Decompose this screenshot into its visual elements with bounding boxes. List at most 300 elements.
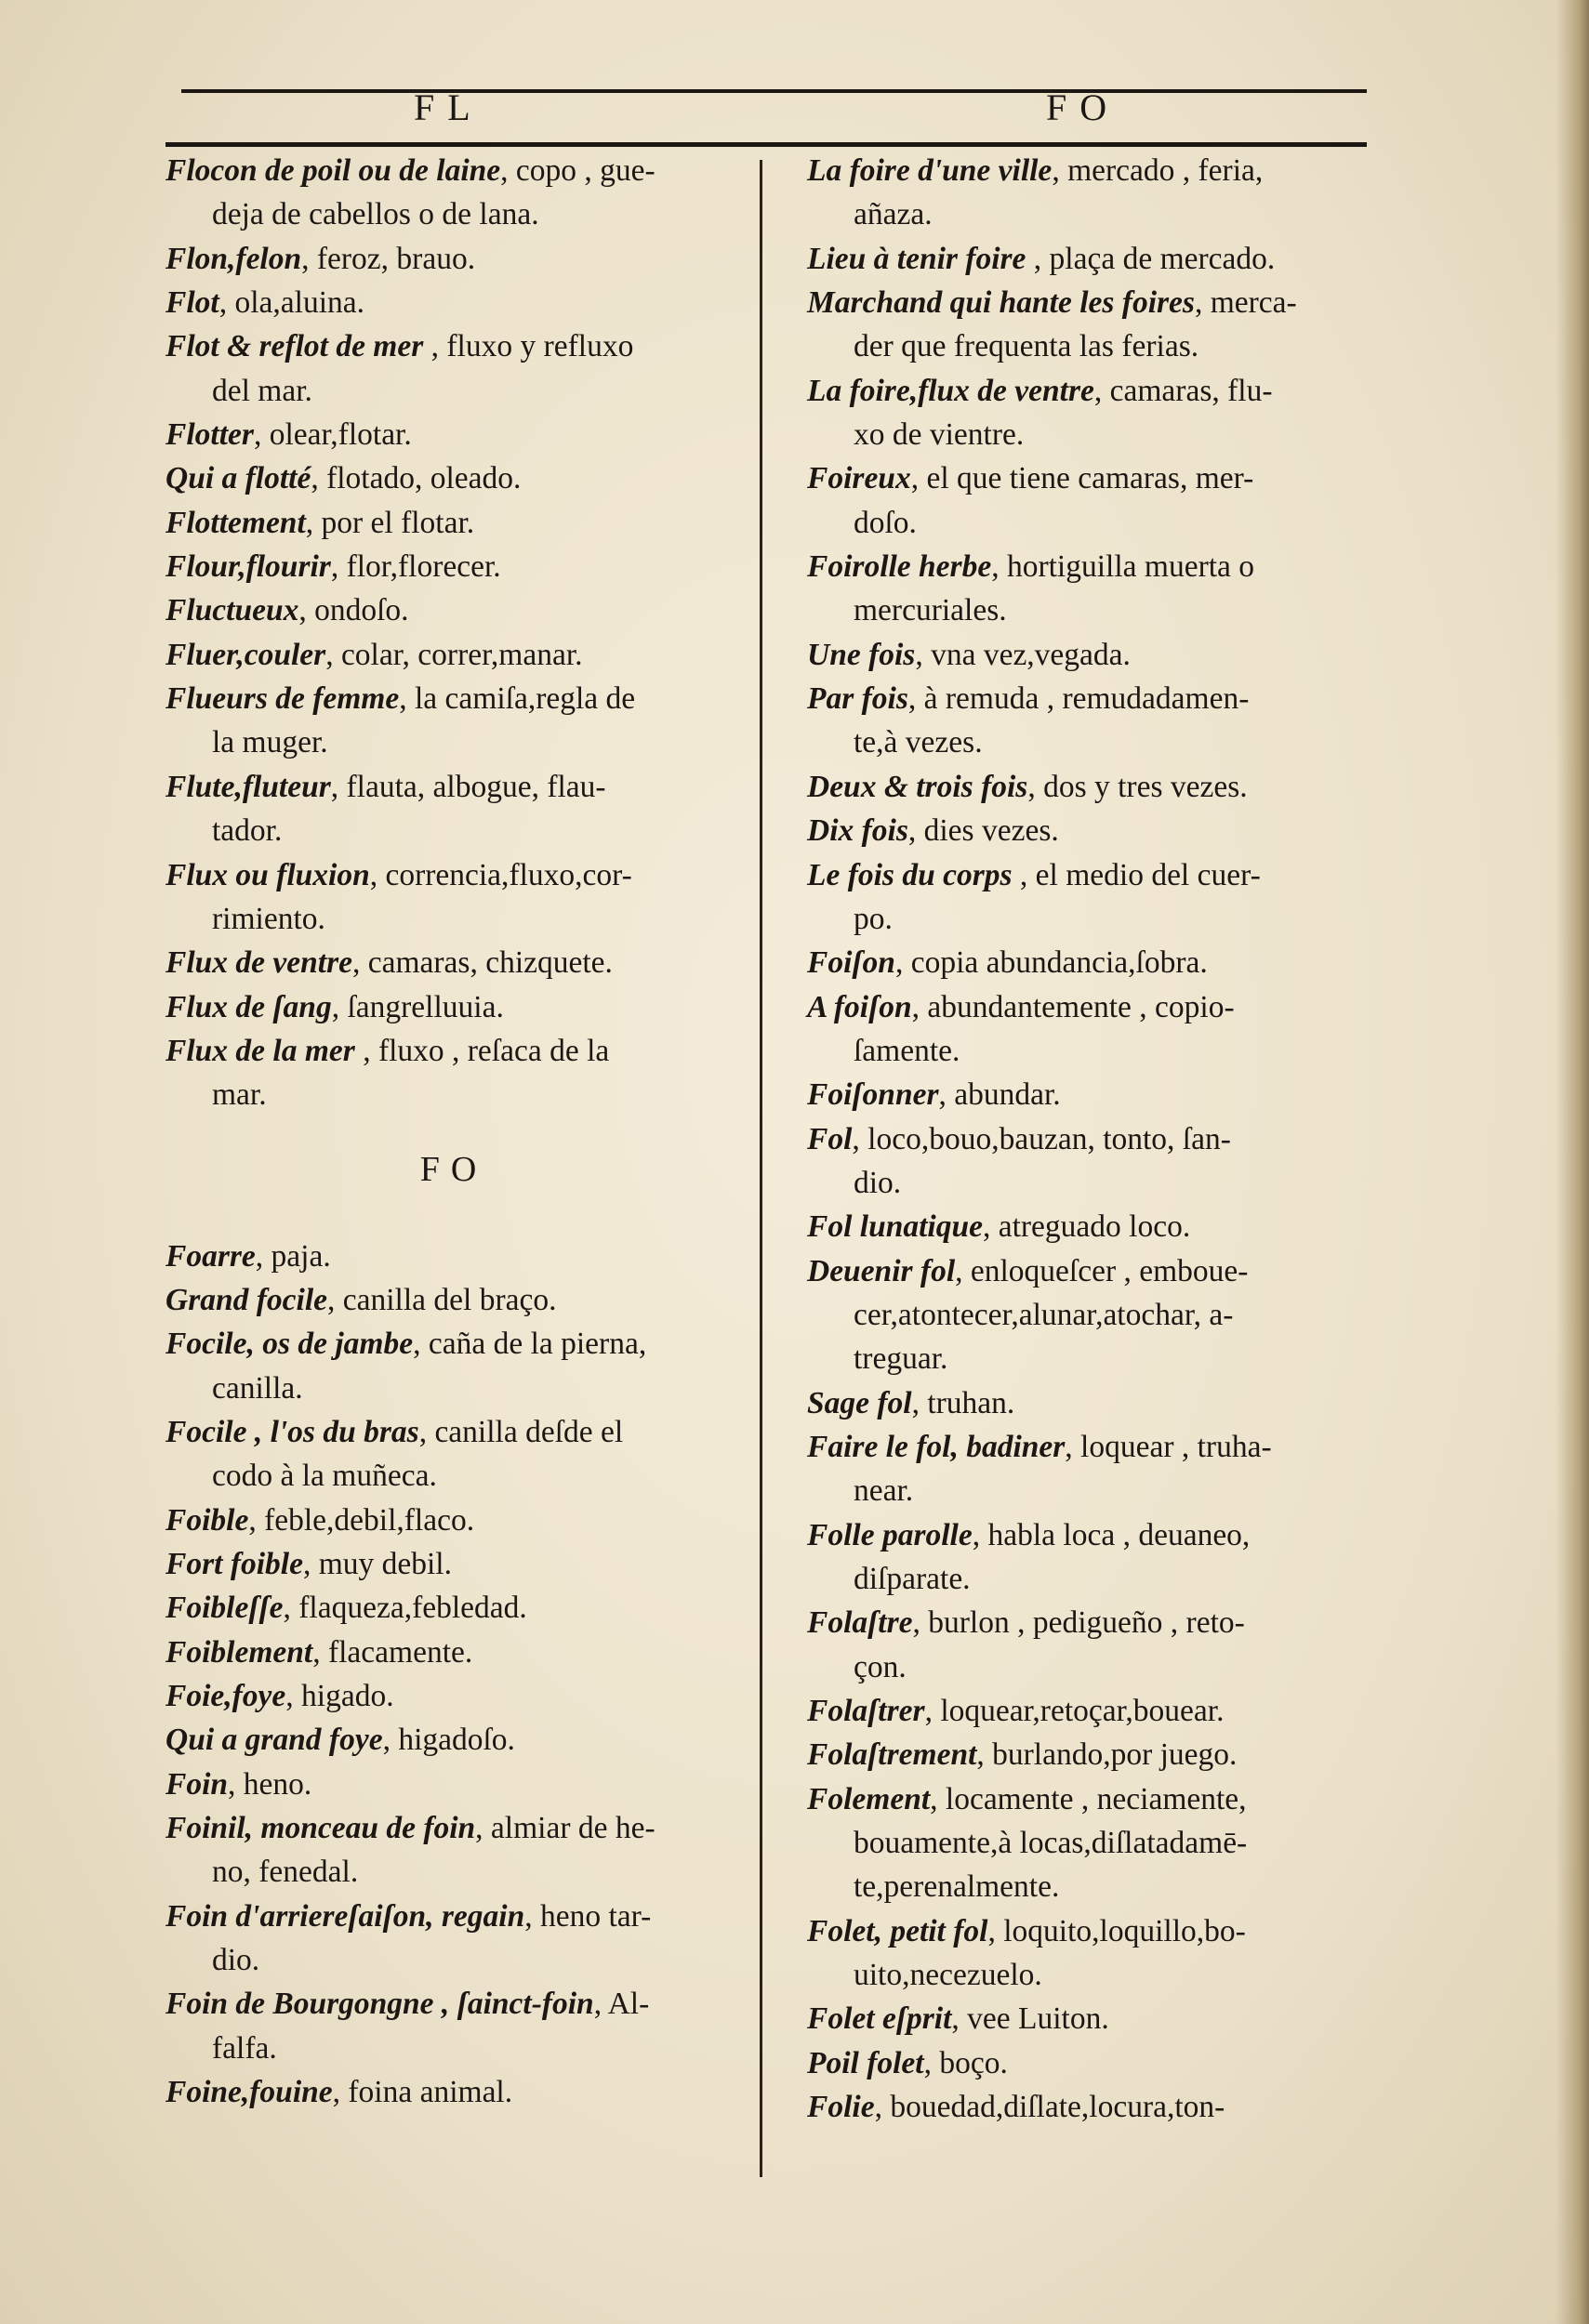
entry-first-line (166, 413, 742, 456)
entry-headword: Foarre (166, 1238, 256, 1274)
entry-definition: , el que tiene camaras, mer- (910, 461, 1254, 496)
entry-first-line (807, 1733, 1384, 1776)
entry-continuation (807, 1337, 1384, 1380)
dictionary-entry (807, 677, 1384, 765)
entry-first-line (166, 1586, 742, 1630)
dictionary-entry (807, 853, 1384, 942)
entry-definition: no, fenedal. (212, 1855, 359, 1890)
entry-first-line (807, 1909, 1384, 1953)
entry-definition: , hortiguilla muerta o (991, 549, 1255, 585)
entry-headword: A foiſon (807, 989, 912, 1024)
entry-first-line (807, 1205, 1384, 1248)
entry-definition: çon. (854, 1649, 907, 1684)
entry-definition: , vee Luiton. (951, 2001, 1109, 2037)
entry-headword: Foin (166, 1766, 229, 1802)
section-heading: FO (419, 1149, 488, 1189)
entry-headword: Flotter (166, 417, 254, 453)
entry-first-line (166, 1895, 742, 1938)
entry-headword: Folaſtre (807, 1605, 913, 1641)
entry-definition: ſamente. (854, 1033, 960, 1068)
entry-headword: Deuenir fol (807, 1253, 956, 1288)
entry-continuation (807, 1557, 1384, 1601)
entry-first-line (166, 1410, 742, 1454)
entry-continuation (807, 588, 1384, 632)
entry-definition: , mercado , feria, (1052, 153, 1264, 188)
entry-continuation (807, 1029, 1384, 1073)
entry-first-line (807, 2085, 1384, 2129)
entry-definition: cer,atontecer,alunar,atochar, a- (854, 1297, 1234, 1332)
dictionary-entry (166, 588, 742, 632)
entry-continuation (807, 1469, 1384, 1512)
entry-first-line (166, 633, 742, 677)
dictionary-entry (166, 677, 742, 765)
entry-headword: Flour,flourir (166, 549, 331, 585)
entry-definition: añaza. (854, 197, 933, 232)
entry-definition: , flaqueza,febledad. (283, 1591, 527, 1626)
entry-definition: , locamente , neciamente, (930, 1781, 1247, 1816)
entry-definition: , copia abundancia,ſobra. (894, 945, 1208, 981)
entry-headword: Flocon de poil ou de laine (166, 153, 501, 188)
entry-definition: uito,necezuelo. (854, 1958, 1042, 1993)
entry-continuation (807, 1821, 1384, 1865)
entry-headword: Le fois du corps (807, 857, 1013, 892)
entry-definition: te,à vezes. (854, 725, 983, 760)
left-entries-bottom (166, 1235, 742, 2115)
dictionary-entry (166, 1586, 742, 1630)
entry-continuation (166, 2027, 742, 2070)
entry-definition: , copo , gue- (500, 153, 655, 188)
entry-headword: Foirolle herbe (807, 549, 992, 585)
entry-definition: der que frequenta las ferias. (854, 329, 1199, 364)
entry-headword: Flot & reflot de mer (166, 329, 424, 364)
entry-continuation (807, 413, 1384, 456)
entry-headword: Foin de Bourgongne , ſainct-foin (166, 1987, 594, 2022)
entry-headword: Poil folet (807, 2045, 924, 2080)
entry-headword: Fol (807, 1121, 853, 1156)
dictionary-entry (166, 1674, 742, 1718)
entry-definition: , colar, correr,manar. (325, 637, 583, 672)
entry-first-line (807, 1601, 1384, 1644)
entry-definition: , loquear , truha- (1065, 1429, 1272, 1464)
dictionary-entry (807, 1909, 1384, 1998)
entry-headword: Folaſtrement (807, 1737, 977, 1773)
entry-headword: Flueurs de femme (166, 681, 400, 717)
dictionary-entry (166, 413, 742, 456)
entry-first-line (807, 1249, 1384, 1293)
entry-headword: Flot (166, 285, 219, 321)
entry-definition: dio. (212, 1943, 260, 1978)
entry-definition: , ola,aluina. (218, 285, 364, 321)
entry-definition: , canilla deſde el (418, 1414, 624, 1449)
entry-headword: Dix fois (807, 813, 908, 849)
dictionary-entry (807, 1381, 1384, 1425)
entry-definition: , canilla del braço. (327, 1282, 557, 1317)
left-entries-top (166, 149, 742, 1117)
dictionary-entry (166, 853, 742, 942)
entry-continuation (807, 1293, 1384, 1337)
entry-first-line (807, 941, 1384, 984)
dictionary-entry (166, 765, 742, 853)
entry-continuation (166, 192, 742, 236)
entry-headword: Flux de la mer (166, 1033, 355, 1068)
running-head-right: FO (1046, 86, 1120, 128)
entry-definition: tador. (212, 813, 283, 849)
entry-headword: Foin d'arriereſaiſon, regain (166, 1898, 525, 1934)
entry-definition: , muy debil. (302, 1546, 452, 1581)
entry-first-line (166, 456, 742, 500)
entry-definition: rimiento. (212, 901, 325, 936)
entry-headword: Folie (807, 2090, 875, 2125)
entry-definition: , burlon , pedigueño , reto- (912, 1605, 1245, 1641)
dictionary-entry (166, 237, 742, 281)
entry-first-line (166, 2070, 742, 2114)
entry-headword: Foibleſſe (166, 1591, 284, 1626)
entry-definition: , à remuda , remudadamen- (907, 681, 1250, 717)
dictionary-entry (166, 281, 742, 324)
entry-definition: , atreguado loco. (982, 1209, 1191, 1245)
dictionary-entry (807, 1513, 1384, 1602)
dictionary-entry (166, 2070, 742, 2114)
entry-continuation (807, 1865, 1384, 1908)
entry-first-line (807, 1513, 1384, 1557)
entry-continuation (166, 897, 742, 941)
entry-headword: Faire le fol, badiner (807, 1429, 1066, 1464)
entry-definition: , higadoſo. (382, 1723, 515, 1758)
entry-first-line (807, 677, 1384, 720)
dictionary-entry (807, 1997, 1384, 2040)
right-entries (807, 149, 1384, 2129)
dictionary-entry (807, 2085, 1384, 2129)
dictionary-entry (166, 1235, 742, 1278)
entry-definition: , feble,debil,flaco. (248, 1502, 475, 1538)
entry-definition: , abundantemente , copio- (911, 989, 1235, 1024)
entry-headword: Folement (807, 1781, 931, 1816)
entry-first-line (166, 324, 742, 368)
entry-headword: Folet, petit fol (807, 1913, 988, 1948)
entry-headword: Fort foible (166, 1546, 303, 1581)
entry-first-line (166, 1278, 742, 1322)
entry-definition: near. (854, 1473, 914, 1509)
entry-definition: , olear,flotar. (253, 417, 412, 453)
left-column (166, 149, 742, 2114)
entry-continuation (166, 720, 742, 764)
dictionary-entry (166, 456, 742, 500)
dictionary-entry (807, 1073, 1384, 1116)
entry-definition: , correncia,fluxo,cor- (369, 857, 632, 892)
entry-definition: , paja. (255, 1238, 331, 1274)
entry-first-line (166, 1763, 742, 1806)
entry-definition: , heno tar- (524, 1898, 652, 1934)
entry-headword: Deux & trois fois (807, 769, 1028, 804)
entry-definition: po. (854, 901, 893, 936)
entry-headword: Focile , l'os du bras (166, 1414, 419, 1449)
dictionary-entry (807, 1733, 1384, 1776)
entry-first-line (166, 1631, 742, 1674)
entry-first-line (807, 1073, 1384, 1116)
entry-first-line (166, 588, 742, 632)
dictionary-entry (166, 1718, 742, 1762)
entry-definition: , feroz, brauo. (301, 241, 476, 276)
entry-headword: Fluer,couler (166, 637, 326, 672)
dictionary-entry (166, 324, 742, 413)
entry-first-line (166, 853, 742, 897)
entry-first-line (807, 1381, 1384, 1425)
dictionary-entry (807, 369, 1384, 457)
entry-first-line (807, 237, 1384, 281)
entry-definition: , heno. (228, 1766, 312, 1802)
entry-headword: Folaſtrer (807, 1694, 925, 1729)
entry-definition: , camaras, chizquete. (351, 945, 613, 981)
header-rule-top (181, 89, 1367, 93)
entry-first-line (807, 1777, 1384, 1821)
entry-first-line (166, 1542, 742, 1586)
dictionary-entry (807, 1777, 1384, 1909)
entry-definition: te,perenalmente. (854, 1869, 1060, 1905)
entry-first-line (807, 1117, 1384, 1161)
entry-first-line (166, 765, 742, 809)
entry-headword: Foireux (807, 461, 911, 496)
entry-continuation (807, 897, 1384, 941)
entry-headword: Grand focile (166, 1282, 327, 1317)
dictionary-entry (166, 1631, 742, 1674)
entry-definition: , fluxo , reſaca de la (354, 1033, 610, 1068)
dictionary-entry (807, 281, 1384, 369)
entry-first-line (807, 369, 1384, 413)
entry-first-line (166, 1322, 742, 1366)
entry-definition: , foina animal. (332, 2075, 513, 2110)
dictionary-entry (807, 1205, 1384, 1248)
entry-definition: , enloqueſcer , emboue- (955, 1253, 1249, 1288)
dictionary-entry (807, 545, 1384, 633)
entry-headword: Foiſonner (807, 1077, 939, 1113)
entry-definition: del mar. (212, 373, 312, 408)
entry-continuation (807, 1645, 1384, 1689)
entry-headword: Foiſon (807, 945, 895, 981)
entry-definition: , burlando,por juego. (976, 1737, 1238, 1773)
entry-definition: , merca- (1194, 285, 1297, 321)
dictionary-entry (807, 149, 1384, 237)
entry-definition: diſparate. (854, 1562, 971, 1596)
dictionary-entry (166, 545, 742, 588)
entry-definition: , el medio del cuer- (1012, 857, 1261, 892)
entry-first-line (166, 985, 742, 1029)
entry-continuation (807, 501, 1384, 545)
dictionary-entry (807, 985, 1384, 1074)
entry-first-line (807, 456, 1384, 500)
entry-first-line (166, 1982, 742, 2026)
dictionary-entry (807, 765, 1384, 809)
entry-headword: Folle parolle (807, 1517, 973, 1552)
entry-headword: Par fois (807, 681, 908, 717)
entry-first-line (807, 633, 1384, 677)
entry-continuation (166, 1367, 742, 1410)
entry-first-line (166, 1674, 742, 1718)
entry-continuation (807, 1161, 1384, 1205)
entry-first-line (166, 1029, 742, 1073)
dictionary-entry (807, 1689, 1384, 1733)
entry-continuation (807, 192, 1384, 236)
entry-definition: , higado. (285, 1679, 394, 1713)
entry-definition: , caña de la pierna, (413, 1327, 647, 1362)
entry-definition: , flacamente. (312, 1634, 473, 1670)
entry-first-line (807, 149, 1384, 192)
entry-definition: , abundar. (938, 1077, 1061, 1113)
entry-definition: , Al- (593, 1987, 650, 2022)
entry-first-line (166, 501, 742, 545)
entry-continuation (166, 369, 742, 413)
dictionary-entry (807, 237, 1384, 281)
entry-headword: Flux ou fluxion (166, 857, 370, 892)
entry-first-line (166, 941, 742, 984)
entry-headword: Focile, os de jambe (166, 1327, 414, 1362)
entry-definition: codo à la muñeca. (212, 1459, 437, 1494)
entry-first-line (166, 281, 742, 324)
entry-first-line (807, 853, 1384, 897)
header-rule (166, 142, 1367, 147)
dictionary-entry (807, 1425, 1384, 1513)
dictionary-entry (166, 1895, 742, 1983)
dictionary-entry (166, 149, 742, 237)
entry-definition: , fluxo y refluxo (423, 329, 634, 364)
entry-first-line (166, 677, 742, 720)
entry-first-line (807, 2041, 1384, 2085)
entry-headword: Foinil, monceau de foin (166, 1811, 476, 1846)
entry-definition: , flotado, oleado. (311, 461, 522, 496)
entry-definition: doſo. (854, 505, 917, 540)
dictionary-entry (807, 1249, 1384, 1381)
entry-headword: Lieu à tenir foire (807, 241, 1026, 276)
entry-headword: Foie,foye (166, 1679, 286, 1713)
dictionary-entry (166, 1763, 742, 1806)
entry-definition: , dos y tres vezes. (1027, 769, 1248, 804)
entry-headword: Qui a grand foye (166, 1723, 383, 1758)
column-divider (760, 160, 762, 2177)
entry-definition: , loco,bouo,bauzan, tonto, ſan- (852, 1121, 1231, 1156)
dictionary-entry (166, 1322, 742, 1410)
entry-headword: Flon,felon (166, 241, 302, 276)
entry-first-line (166, 149, 742, 192)
entry-definition: , flor,florecer. (330, 549, 501, 585)
dictionary-entry (807, 1117, 1384, 1206)
dictionary-entry (807, 2041, 1384, 2085)
entry-first-line (166, 1499, 742, 1542)
entry-first-line (807, 985, 1384, 1029)
entry-continuation (166, 1938, 742, 1982)
entry-definition: la muger. (212, 725, 328, 760)
dictionary-entry (166, 633, 742, 677)
entry-headword: La foire,flux de ventre (807, 373, 1094, 408)
entry-first-line (807, 809, 1384, 852)
entry-definition: , habla loca , deuaneo, (972, 1517, 1251, 1552)
dictionary-entry (166, 1499, 742, 1542)
dictionary-entry (166, 1278, 742, 1322)
dictionary-entry (807, 633, 1384, 677)
entry-headword: Folet eſprit (807, 2001, 952, 2037)
entry-definition: mar. (212, 1077, 267, 1113)
entry-continuation (166, 809, 742, 852)
dictionary-entry (807, 941, 1384, 984)
dictionary-entry (807, 456, 1384, 545)
dictionary-entry (166, 941, 742, 984)
entry-definition: , loquear,retoçar,bouear. (924, 1694, 1225, 1729)
entry-first-line (807, 281, 1384, 324)
entry-definition: , por el flotar. (305, 505, 475, 540)
entry-definition: , loquito,loquillo,bo- (987, 1913, 1246, 1948)
entry-definition: deja de cabellos o de lana. (212, 197, 539, 232)
entry-headword: Flottement (166, 505, 306, 540)
entry-first-line (807, 545, 1384, 588)
entry-headword: Qui a flotté (166, 461, 311, 496)
entry-continuation (166, 1454, 742, 1498)
entry-headword: Fol lunatique (807, 1209, 983, 1245)
entry-definition: dio. (854, 1165, 902, 1200)
entry-definition: falfa. (212, 2030, 277, 2066)
dictionary-entry (166, 1542, 742, 1586)
dictionary-entry (807, 809, 1384, 852)
dictionary-entry (166, 1029, 742, 1117)
entry-definition: , ondoſo. (298, 593, 409, 628)
entry-definition: , boço. (923, 2045, 1008, 2080)
entry-definition: mercuriales. (854, 593, 1007, 628)
entry-definition: , truhan. (911, 1385, 1015, 1420)
entry-definition: , la camiſa,regla de (399, 681, 636, 717)
entry-continuation (807, 720, 1384, 764)
entry-first-line (166, 1806, 742, 1850)
entry-headword: Foiblement (166, 1634, 313, 1670)
entry-definition: , camaras, flu- (1093, 373, 1273, 408)
entry-definition: bouamente,à locas,diſlatadamē- (854, 1826, 1248, 1861)
entry-first-line (807, 1997, 1384, 2040)
entry-definition: , plaça de mercado. (1026, 241, 1276, 276)
entry-definition: , ſangrelluuia. (331, 989, 504, 1024)
entry-first-line (166, 1718, 742, 1762)
entry-headword: Une fois (807, 637, 916, 672)
entry-continuation (807, 1953, 1384, 1997)
dictionary-entry (166, 1410, 742, 1499)
entry-first-line (807, 1689, 1384, 1733)
dictionary-entry (807, 1601, 1384, 1689)
entry-headword: Foible (166, 1502, 249, 1538)
entry-first-line (166, 545, 742, 588)
entry-definition: , vna vez,vegada. (915, 637, 1131, 672)
entry-first-line (807, 1425, 1384, 1469)
page-edge (1556, 0, 1589, 2324)
entry-definition: treguar. (854, 1341, 948, 1377)
entry-headword: Foine,fouine (166, 2075, 333, 2110)
entry-headword: Flux de ventre (166, 945, 352, 981)
entry-continuation (166, 1850, 742, 1894)
right-column (807, 149, 1384, 2129)
entry-continuation (807, 324, 1384, 368)
entry-definition: canilla. (212, 1370, 303, 1406)
dictionary-entry (166, 1806, 742, 1895)
entry-definition: , bouedad,diſlate,locura,ton- (874, 2090, 1225, 2125)
entry-first-line (807, 765, 1384, 809)
entry-headword: Flux de ſang (166, 989, 332, 1024)
dictionary-entry (166, 985, 742, 1029)
dictionary-entry (166, 501, 742, 545)
entry-first-line (166, 1235, 742, 1278)
running-head-left: FL (414, 86, 483, 128)
entry-definition: , flauta, albogue, flau- (330, 769, 606, 804)
entry-headword: Marchand qui hante les foires (807, 285, 1195, 321)
entry-headword: Sage fol (807, 1385, 912, 1420)
entry-definition: , dies vezes. (907, 813, 1059, 849)
entry-headword: Flute,fluteur (166, 769, 331, 804)
dictionary-entry (166, 1982, 742, 2070)
entry-first-line (166, 237, 742, 281)
entry-headword: La foire d'une ville (807, 153, 1053, 188)
